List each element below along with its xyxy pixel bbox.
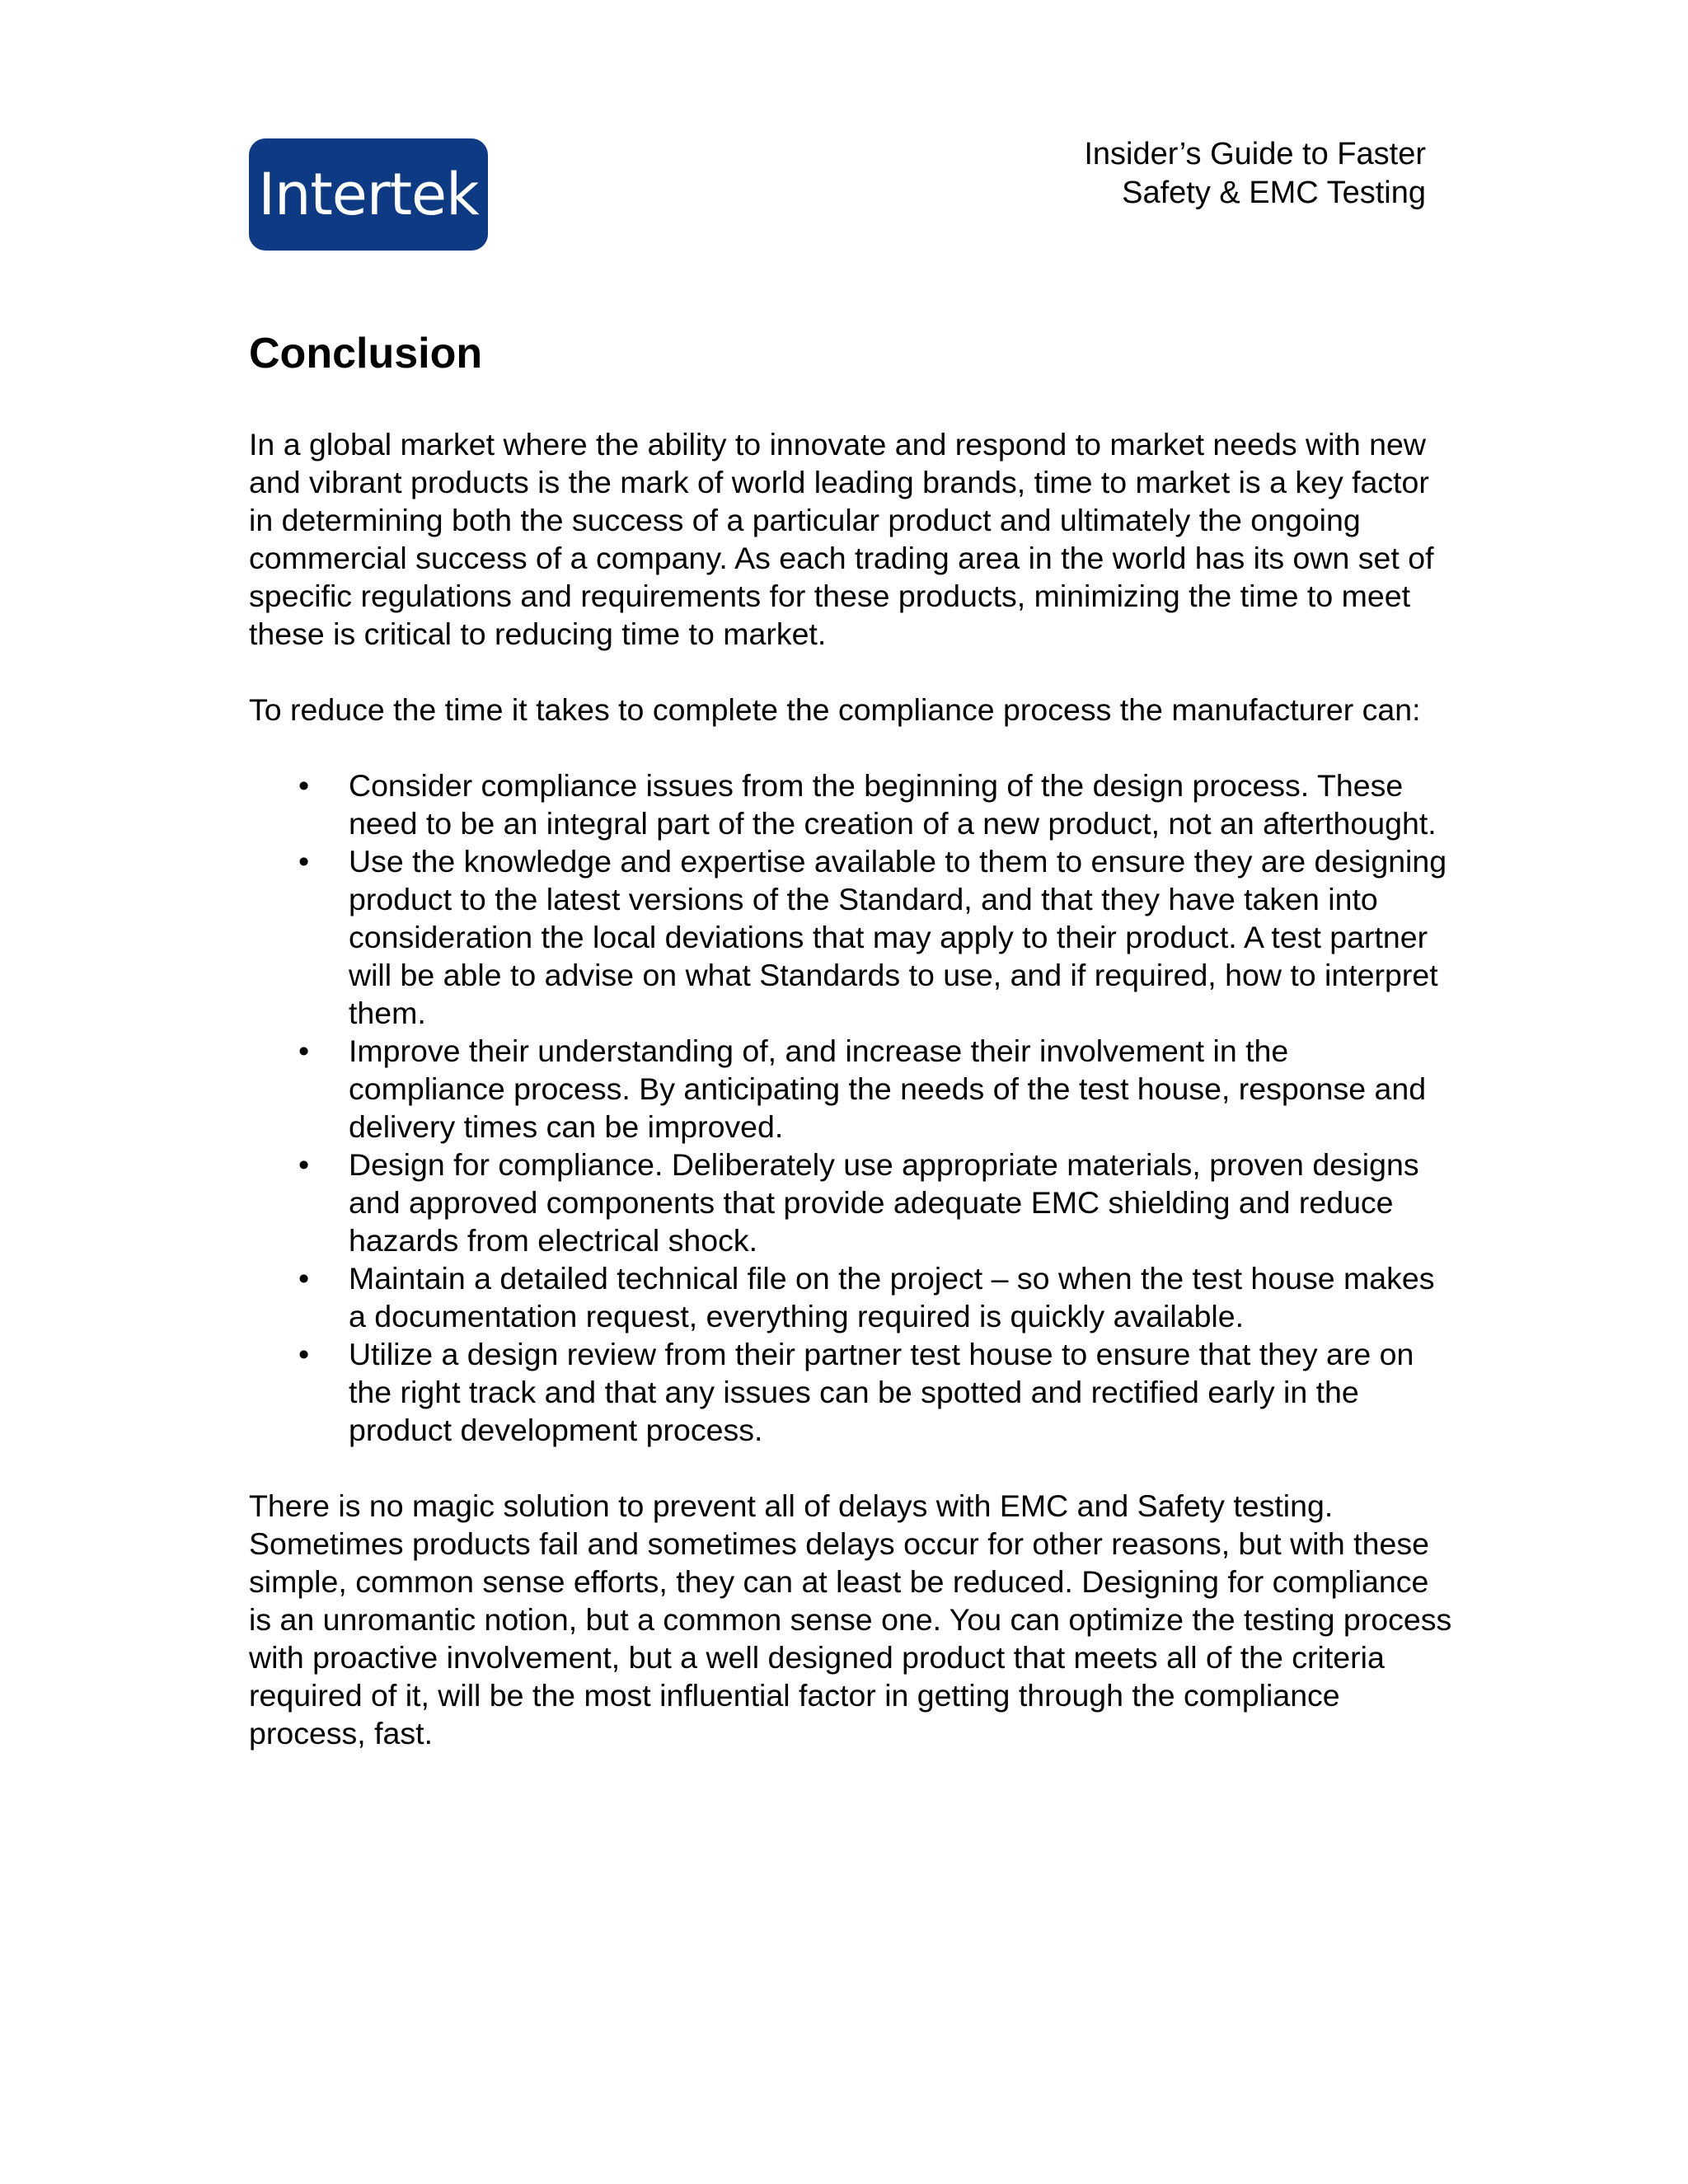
list-item bbox=[298, 842, 1452, 1032]
bullet-icon: • bbox=[298, 1033, 310, 1068]
document-header-title bbox=[1084, 135, 1426, 213]
header-title-line-1: Insider’s Guide to Faster bbox=[1084, 137, 1426, 171]
list-item bbox=[298, 1146, 1452, 1259]
logo-text: Intertek bbox=[258, 161, 479, 228]
list-item-text: Maintain a detailed technical file on the project – so when the test house makes a documentation request, everything required is quickly available. bbox=[349, 1261, 1435, 1333]
document-body bbox=[249, 325, 1452, 1790]
list-item-text: Improve their understanding of, and increase their involvement in the compliance process. By anticipating the needs of the test house, response and delivery times can be improved. bbox=[349, 1033, 1427, 1144]
intertek-logo bbox=[249, 138, 488, 251]
list-item bbox=[298, 1032, 1452, 1146]
header-title-line-2: Safety & EMC Testing bbox=[1122, 176, 1426, 210]
list-item-text: Use the knowledge and expertise available to them to ensure they are designing product to the latest versions of the Standard, and that they have taken into consideration the local deviations that may apply to their product. A test partner will be able to advise on what Standards to use, and if required, how to interpret them. bbox=[349, 844, 1447, 1030]
list-item bbox=[298, 1259, 1452, 1335]
list-item-text: Utilize a design review from their partner test house to ensure that they are on the right track and that any issues can be spotted and rectified early in the product development process. bbox=[349, 1337, 1414, 1447]
lead-in-paragraph: To reduce the time it takes to complete the compliance process the manufacturer can: bbox=[249, 692, 1421, 727]
bullet-icon: • bbox=[298, 844, 310, 879]
list-item-text: Consider compliance issues from the beginning of the design process. These need to be an integral part of the creation of a new product, not an afterthought. bbox=[349, 768, 1437, 841]
bullet-icon: • bbox=[298, 1147, 310, 1182]
intro-paragraph: In a global market where the ability to innovate and respond to market needs with new and vibrant products is the mark of world leading brands, time to market is a key factor in determining both the success of a particular product and ultimately the ongoing commercial success of a company. As each trading area in the world has its own set of specific regulations and requirements for these products, minimizing the time to meet these is critical to reducing time to market. bbox=[249, 427, 1434, 651]
list-item bbox=[298, 766, 1452, 842]
bullet-icon: • bbox=[298, 1337, 310, 1371]
recommendations-list bbox=[249, 766, 1452, 1449]
section-heading: Conclusion bbox=[249, 330, 483, 377]
bullet-icon: • bbox=[298, 1261, 310, 1296]
closing-paragraph: There is no magic solution to prevent all of delays with EMC and Safety testing. Sometimes products fail and sometimes delays occur for other reasons, but with these simple, common sense efforts, they can at least be reduced. Designing for compliance is an unromantic notion, but a common sense one. You can optimize the testing process with proactive involvement, but a well designed product that meets all of the criteria required of it, will be the most influential factor in getting through the compliance process, fast. bbox=[249, 1488, 1452, 1750]
list-item-text: Design for compliance. Deliberately use appropriate materials, proven designs and approved components that provide adequate EMC shielding and reduce hazards from electrical shock. bbox=[349, 1147, 1419, 1258]
bullet-icon: • bbox=[298, 768, 310, 803]
list-item bbox=[298, 1335, 1452, 1449]
